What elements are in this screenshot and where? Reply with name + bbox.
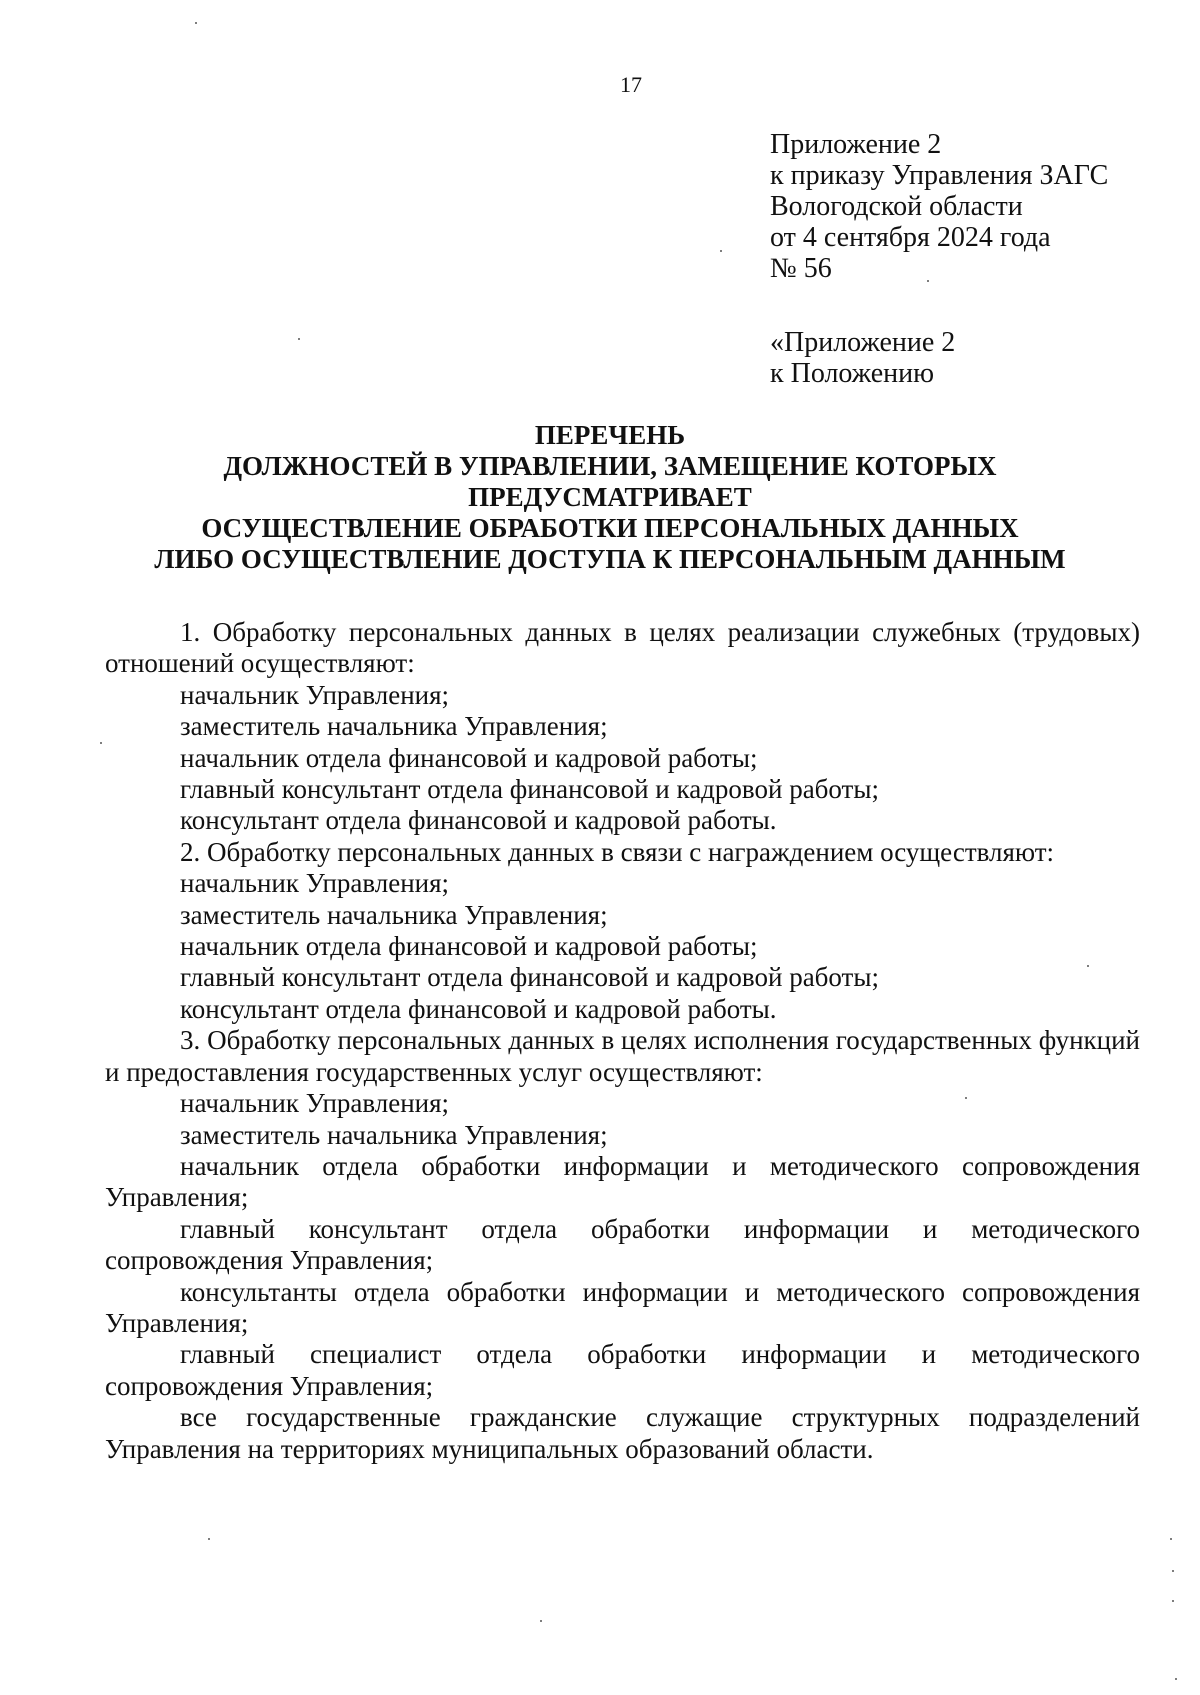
- title-line: ЛИБО ОСУЩЕСТВЛЕНИЕ ДОСТУПА К ПЕРСОНАЛЬНЫМ ДАННЫМ: [154, 544, 1066, 574]
- list-item: консультанты отдела обработки информации и методического сопровождения Управления;: [105, 1276, 1140, 1338]
- title-line: ОСУЩЕСТВЛЕНИЕ ОБРАБОТКИ ПЕРСОНАЛЬНЫХ ДАННЫХ: [201, 513, 1019, 543]
- scan-speck: [1170, 1538, 1172, 1540]
- scan-speck: [1172, 1600, 1174, 1602]
- section-intro: 2. Обработку персональных данных в связи с награждением осуществляют:: [180, 836, 1055, 867]
- scan-speck: [927, 280, 929, 282]
- scan-speck: [965, 1097, 967, 1099]
- list-item: начальник отдела финансовой и кадровой работы;: [180, 742, 758, 773]
- scan-speck: [720, 250, 722, 252]
- list-item: начальник отдела обработки информации и методического сопровождения Управления;: [105, 1150, 1140, 1213]
- appendix-sub-line: «Приложение 2: [770, 327, 956, 358]
- appendix-header: [770, 129, 1108, 284]
- scan-speck: [1172, 1570, 1174, 1572]
- section-intro: 3. Обработку персональных данных в целях исполнения государственных функций и предоставления государственных услуг осуществляют:: [105, 1025, 1140, 1087]
- appendix-header-line: Вологодской области: [770, 191, 1023, 222]
- appendix-header-line: Приложение 2: [770, 129, 942, 160]
- list-item: начальник отдела финансовой и кадровой работы;: [180, 931, 758, 962]
- title-line: ПРЕДУСМАТРИВАЕТ: [468, 482, 752, 512]
- list-item: консультант отдела финансовой и кадровой работы.: [180, 805, 777, 836]
- list-item: начальник Управления;: [180, 679, 450, 710]
- scan-speck: [1087, 965, 1089, 967]
- list-item: главный консультант отдела обработки информации и методического сопровождения Управления;: [105, 1213, 1140, 1276]
- appendix-header-line: от 4 сентября 2024 года: [770, 222, 1051, 253]
- scan-speck: [195, 22, 197, 24]
- title-line: ПЕРЕЧЕНЬ: [534, 420, 686, 450]
- list-item: главный консультант отдела финансовой и кадровой работы;: [180, 962, 879, 993]
- list-item: консультант отдела финансовой и кадровой работы.: [180, 993, 777, 1024]
- list-item: главный консультант отдела финансовой и кадровой работы;: [180, 774, 879, 805]
- list-item: начальник Управления;: [180, 1088, 450, 1119]
- list-item: заместитель начальника Управления;: [180, 1119, 608, 1150]
- section-intro: 1. Обработку персональных данных в целях реализации служебных (трудовых) отношений осуществляют:: [105, 617, 1140, 679]
- appendix-sub-line: к Положению: [770, 358, 935, 389]
- list-item: начальник Управления;: [180, 868, 450, 899]
- list-item: главный специалист отдела обработки информации и методического сопровождения Управления;: [105, 1339, 1140, 1401]
- scan-speck: [298, 338, 300, 340]
- page-number: 17: [620, 72, 642, 97]
- list-item: заместитель начальника Управления;: [180, 899, 608, 930]
- scan-speck: [540, 1620, 542, 1622]
- appendix-header-line: № 56: [770, 253, 832, 284]
- scan-speck: [208, 1538, 210, 1540]
- scan-speck: [1175, 1678, 1177, 1680]
- document-title: [110, 420, 1110, 575]
- title-line: ДОЛЖНОСТЕЙ В УПРАВЛЕНИИ, ЗАМЕЩЕНИЕ КОТОРЫХ: [223, 451, 997, 481]
- scan-speck: [100, 742, 102, 744]
- document-body: [105, 617, 1140, 1465]
- appendix-header-line: к приказу Управления ЗАГС: [770, 160, 1109, 191]
- list-item: заместитель начальника Управления;: [180, 711, 608, 742]
- list-item: все государственные гражданские служащие структурных подразделений Управления на территориях муниципальных образований области.: [105, 1402, 1140, 1464]
- appendix-sub-header: [770, 327, 955, 389]
